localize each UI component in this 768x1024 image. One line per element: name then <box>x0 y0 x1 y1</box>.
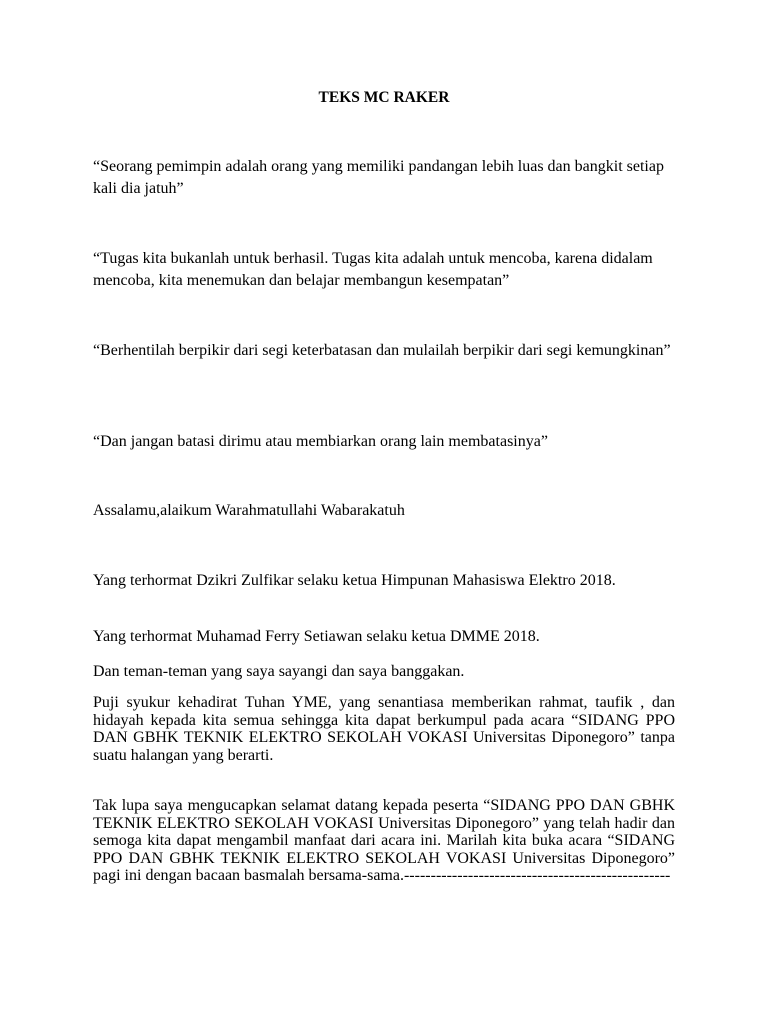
salutation-2: Yang terhormat Muhamad Ferry Setiawan selaku ketua DMME 2018. <box>93 628 540 645</box>
paragraph-opening: Puji syukur kehadirat Tuhan YME, yang senantiasa memberikan rahmat, taufik , dan hidayah kepada kita semua sehingga kita dapat berkumpul pada acara “SIDANG PPO DAN GBHK TEKNIK ELEKTRO SEKOLAH VOKASI Universitas Diponegoro” tanpa suatu halangan yang berarti. <box>93 694 675 764</box>
salutation-3: Dan teman-teman yang saya sayangi dan saya banggakan. <box>93 663 465 680</box>
greeting: Assalamu,alaikum Warahmatullahi Wabarakatuh <box>93 502 405 519</box>
quote-4: “Dan jangan batasi dirimu atau membiarkan orang lain membatasinya” <box>93 433 548 450</box>
document-title: TEKS MC RAKER <box>318 89 450 106</box>
quote-2: “Tugas kita bukanlah untuk berhasil. Tugas kita adalah untuk mencoba, karena didalam mencoba, kita menemukan dan belajar membangun kesempatan” <box>93 250 653 289</box>
quote-3: “Berhentilah berpikir dari segi keterbatasan dan mulailah berpikir dari segi kemungkinan” <box>93 342 671 359</box>
paragraph-welcome: Tak lupa saya mengucapkan selamat datang kepada peserta “SIDANG PPO DAN GBHK TEKNIK ELEKTRO SEKOLAH VOKASI Universitas Diponegoro” yang telah hadir dan semoga kita dapat mengambil manfaat dari acara ini. Marilah kita buka acara “SIDANG PPO DAN GBHK TEKNIK ELEKTRO SEKOLAH VOKASI Universitas Diponegoro” pagi ini dengan bacaan basmalah bersama-sama.-------------------------------------------------- <box>93 797 675 884</box>
quote-1: “Seorang pemimpin adalah orang yang memiliki pandangan lebih luas dan bangkit setiap kali dia jatuh” <box>93 158 664 197</box>
salutation-1: Yang terhormat Dzikri Zulfikar selaku ketua Himpunan Mahasiswa Elektro 2018. <box>93 572 616 589</box>
